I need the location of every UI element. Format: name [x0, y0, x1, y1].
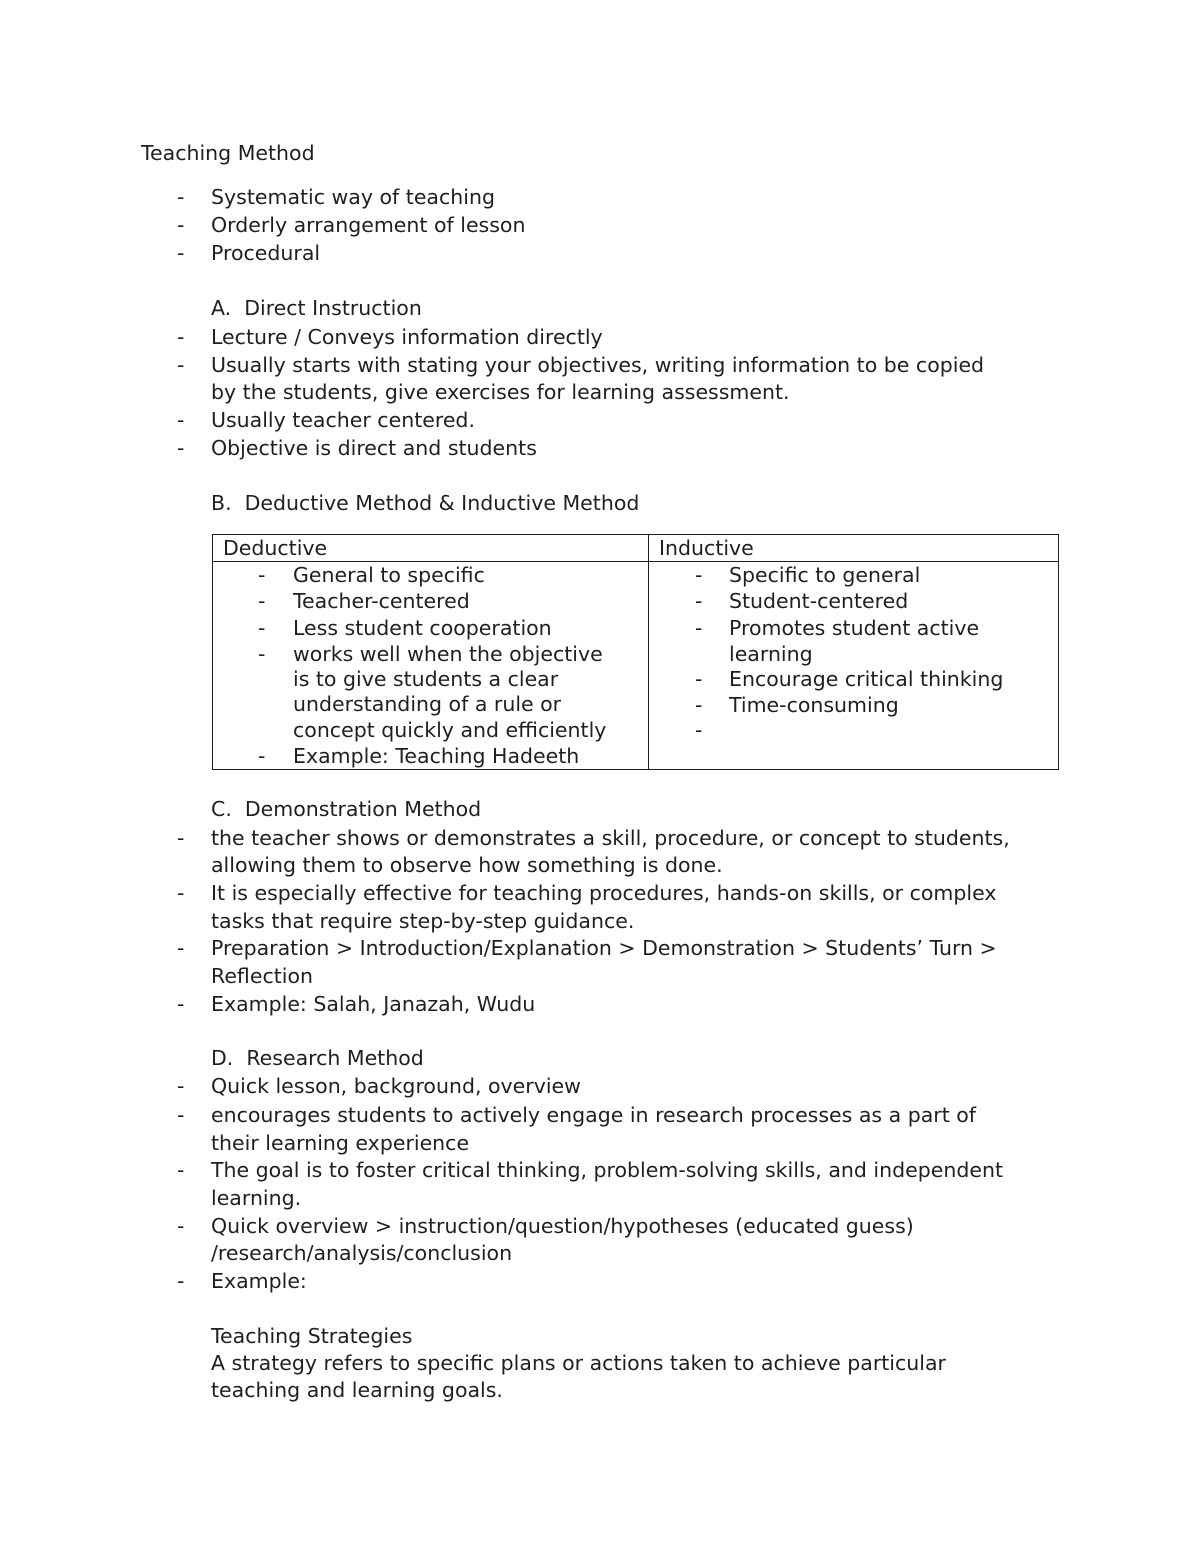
list-item: Orderly arrangement of lesson: [211, 213, 526, 237]
bullet-dash: -: [258, 589, 266, 613]
table-header-inductive: Inductive: [649, 535, 1059, 562]
list-item: Usually starts with stating your objectives, writing information to be copied: [211, 353, 985, 377]
comparison-table: [212, 534, 1059, 770]
table-header-deductive: Deductive: [213, 535, 649, 562]
list-item-continuation: by the students, give exercises for learning assessment.: [211, 380, 790, 404]
bullet-dash: -: [258, 642, 266, 666]
list-item: Quick overview > instruction/question/hypotheses (educated guess): [211, 1214, 914, 1238]
table-cell-line: General to specific: [293, 563, 485, 587]
section-c-heading: C. Demonstration Method: [211, 797, 482, 821]
table-cell-line: learning: [729, 642, 813, 666]
table-cell-line: concept quickly and efficiently: [293, 718, 607, 742]
bullet-dash: -: [177, 1103, 185, 1127]
table-cell-deductive: [213, 562, 649, 770]
bullet-dash: -: [258, 563, 266, 587]
bullet-dash: -: [177, 1214, 185, 1238]
list-item: Example:: [211, 1269, 307, 1293]
list-item-continuation: Reflection: [211, 964, 313, 988]
table-cell-line: works well when the objective: [293, 642, 603, 666]
page-title: Teaching Method: [141, 141, 315, 165]
list-item: Quick lesson, background, overview: [211, 1074, 581, 1098]
bullet-dash: -: [177, 881, 185, 905]
bullet-dash: -: [177, 1074, 185, 1098]
bullet-dash: -: [695, 667, 703, 691]
bullet-dash: -: [177, 213, 185, 237]
section-b-heading: B. Deductive Method & Inductive Method: [211, 491, 640, 515]
table-cell-line: Specific to general: [729, 563, 921, 587]
bullet-dash: -: [695, 693, 703, 717]
list-item-continuation: their learning experience: [211, 1131, 470, 1155]
strategies-heading: Teaching Strategies: [211, 1324, 413, 1348]
list-item: Usually teacher centered.: [211, 408, 475, 432]
table-cell-line: Less student cooperation: [293, 616, 552, 640]
table-cell-line: Student-centered: [729, 589, 909, 613]
strategies-text: teaching and learning goals.: [211, 1378, 503, 1402]
section-a-heading: A. Direct Instruction: [211, 296, 422, 320]
table-cell-line: understanding of a rule or: [293, 692, 562, 716]
table-cell-line: Time-consuming: [729, 693, 899, 717]
list-item: Example: Salah, Janazah, Wudu: [211, 992, 536, 1016]
section-d-heading: D. Research Method: [211, 1046, 424, 1070]
list-item: the teacher shows or demonstrates a skill, procedure, or concept to students,: [211, 826, 1010, 850]
bullet-dash: -: [177, 936, 185, 960]
list-item-continuation: /research/analysis/conclusion: [211, 1241, 513, 1265]
bullet-dash: -: [695, 718, 703, 742]
table-cell-inductive: [649, 562, 1059, 770]
table-cell-line: Encourage critical thinking: [729, 667, 1004, 691]
bullet-dash: -: [177, 1158, 185, 1182]
bullet-dash: -: [258, 616, 266, 640]
bullet-dash: -: [177, 992, 185, 1016]
table-cell-line: is to give students a clear: [293, 667, 559, 691]
bullet-dash: -: [695, 563, 703, 587]
list-item: Objective is direct and students: [211, 436, 537, 460]
bullet-dash: -: [258, 744, 266, 768]
table-cell-line: Example: Teaching Hadeeth: [293, 744, 580, 768]
list-item-continuation: allowing them to observe how something is done.: [211, 853, 723, 877]
table-cell-line: Promotes student active: [729, 616, 980, 640]
table-cell-line: Teacher-centered: [293, 589, 470, 613]
bullet-dash: -: [177, 325, 185, 349]
bullet-dash: -: [177, 408, 185, 432]
list-item-continuation: learning.: [211, 1186, 302, 1210]
list-item: Systematic way of teaching: [211, 185, 495, 209]
list-item: Lecture / Conveys information directly: [211, 325, 603, 349]
bullet-dash: -: [177, 185, 185, 209]
strategies-text: A strategy refers to specific plans or actions taken to achieve particular: [211, 1351, 946, 1375]
bullet-dash: -: [177, 436, 185, 460]
bullet-dash: -: [695, 616, 703, 640]
bullet-dash: -: [177, 353, 185, 377]
bullet-dash: -: [695, 589, 703, 613]
list-item-continuation: tasks that require step-by-step guidance.: [211, 909, 635, 933]
list-item: Procedural: [211, 241, 321, 265]
list-item: It is especially effective for teaching procedures, hands-on skills, or complex: [211, 881, 997, 905]
bullet-dash: -: [177, 241, 185, 265]
list-item: The goal is to foster critical thinking, problem-solving skills, and independent: [211, 1158, 1004, 1182]
bullet-dash: -: [177, 1269, 185, 1293]
bullet-dash: -: [177, 826, 185, 850]
list-item: encourages students to actively engage in research processes as a part of: [211, 1103, 977, 1127]
list-item: Preparation > Introduction/Explanation > Demonstration > Students’ Turn >: [211, 936, 997, 960]
